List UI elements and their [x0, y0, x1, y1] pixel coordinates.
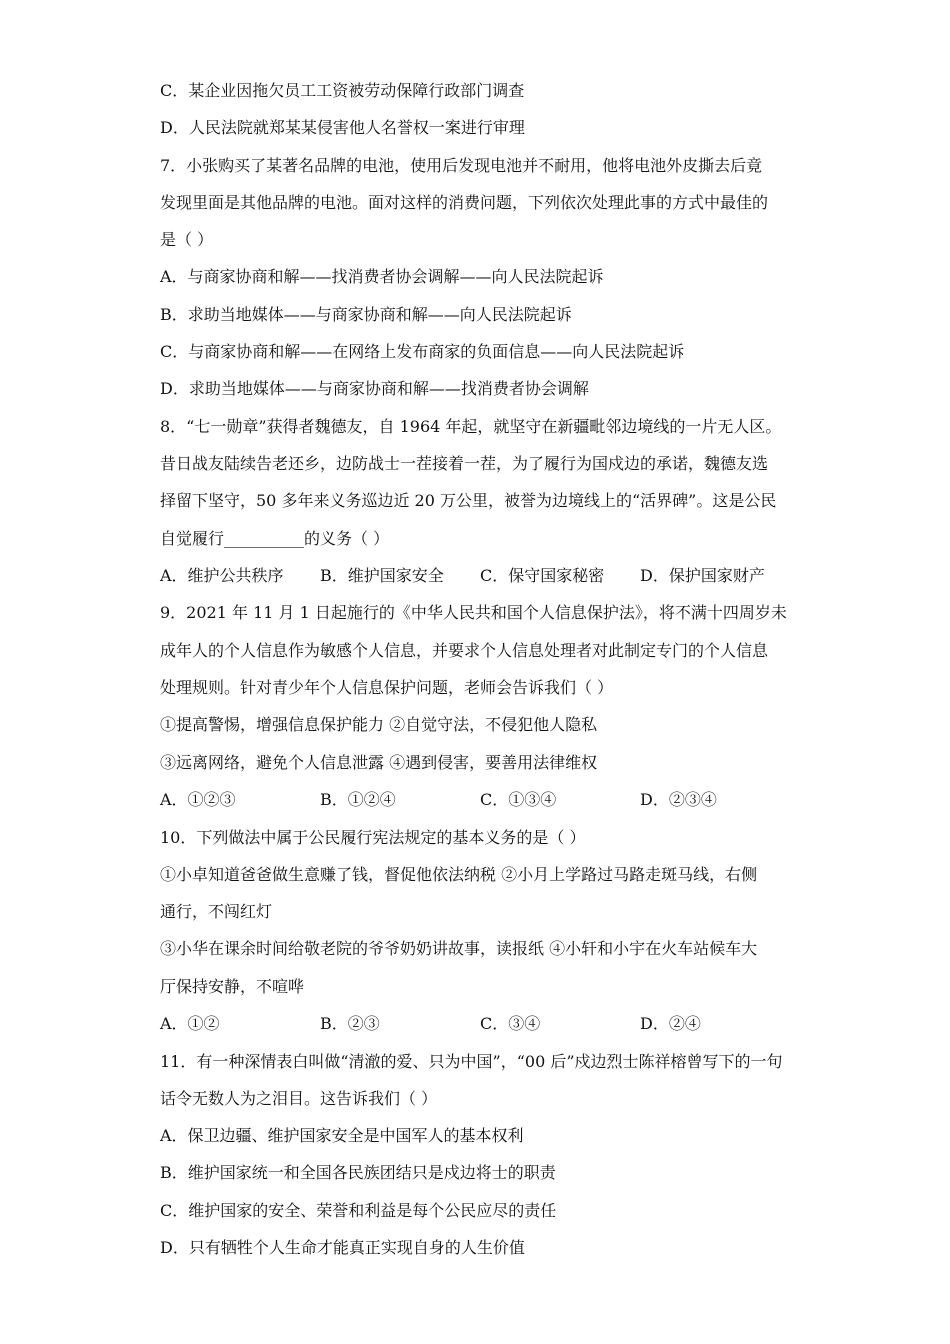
q9-stem-line-1: 9．2021 年 11 月 1 日起施行的《中华人民共和国个人信息保护法》，将不满十四周岁未 [160, 603, 787, 622]
q9-option-a: A．①②③ [160, 790, 236, 809]
q8-option-a: A．维护公共秩序 [160, 566, 284, 585]
q10-stem: 10．下列做法中属于公民履行宪法规定的基本义务的是（ ） [160, 828, 586, 847]
q10-option-b: B．②③ [320, 1014, 380, 1033]
q11-option-b: B．维护国家统一和全国各民族团结只是戍边将士的职责 [160, 1163, 556, 1182]
q10-statement-4-cont: 厅保持安静，不喧哗 [160, 977, 305, 996]
q9-options [160, 790, 800, 810]
q7-stem-line-1: 7．小张购买了某著名品牌的电池，使用后发现电池并不耐用，他将电池外皮撕去后竟 [160, 156, 763, 175]
q10-statement-2-cont: 通行，不闯红灯 [160, 902, 273, 921]
q11-option-a: A．保卫边疆、维护国家安全是中国军人的基本权利 [160, 1126, 524, 1145]
q11-option-d: D．只有牺牲个人生命才能真正实现自身的人生价值 [160, 1238, 525, 1257]
q8-stem-line-2: 昔日战友陆续告老还乡，边防战士一茬接着一茬，为了履行为国戍边的承诺，魏德友选 [160, 454, 769, 473]
q9-option-b: B．①②④ [320, 790, 396, 809]
q11-stem-line-1: 11．有一种深情表白叫做“清澈的爱、只为中国”，“00 后”戍边烈士陈祥榕曾写下的一句 [160, 1052, 783, 1071]
q9-stem-line-3: 处理规则。针对青少年个人信息保护问题，老师会告诉我们（ ） [160, 678, 614, 697]
q10-statements-3-4: ③小华在课余时间给敬老院的爷爷奶奶讲故事，读报纸 ④小轩和小宇在火车站候车大 [160, 939, 758, 958]
q7-option-a: A．与商家协商和解——找消费者协会调解——向人民法院起诉 [160, 267, 604, 286]
q6-option-d: D．人民法院就郑某某侵害他人名誉权一案进行审理 [160, 118, 525, 137]
q9-option-d: D．②③④ [640, 790, 717, 809]
q10-options [160, 1014, 800, 1034]
q8-option-d: D．保护国家财产 [640, 566, 765, 585]
q8-option-c: C．保守国家秘密 [480, 566, 605, 585]
q11-stem-line-2: 话令无数人为之泪目。这告诉我们（ ） [160, 1089, 438, 1108]
q8-stem-line-3: 择留下坚守，50 多年来义务巡边近 20 万公里，被誉为边境线上的“活界碑”。这是公民 [160, 491, 777, 510]
q10-option-d: D．②④ [640, 1014, 701, 1033]
q8-options [160, 566, 800, 586]
q6-option-c: C．某企业因拖欠员工工资被劳动保障行政部门调查 [160, 81, 525, 100]
q8-stem-line-4: 自觉履行__________的义务（ ） [160, 529, 390, 548]
q9-statements-1-2: ①提高警惕，增强信息保护能力 ②自觉守法，不侵犯他人隐私 [160, 715, 598, 734]
q8-option-b: B．维护国家安全 [320, 566, 444, 585]
q9-stem-line-2: 成年人的个人信息作为敏感个人信息，并要求个人信息处理者对此制定专门的个人信息 [160, 641, 769, 660]
q10-statements-1-2: ①小卓知道爸爸做生意赚了钱，督促他依法纳税 ②小月上学路过马路走斑马线，右侧 [160, 865, 758, 884]
q9-statements-3-4: ③远离网络，避免个人信息泄露 ④遇到侵害，要善用法律维权 [160, 753, 598, 772]
q7-option-d: D．求助当地媒体——与商家协商和解——找消费者协会调解 [160, 379, 589, 398]
q7-stem-line-3: 是（ ） [160, 230, 214, 249]
q7-option-c: C．与商家协商和解——在网络上发布商家的负面信息——向人民法院起诉 [160, 342, 685, 361]
q9-option-c: C．①③④ [480, 790, 557, 809]
q7-option-b: B．求助当地媒体——与商家协商和解——向人民法院起诉 [160, 305, 572, 324]
q10-option-a: A．①② [160, 1014, 220, 1033]
q8-stem-line-1: 8．“七一勋章”获得者魏德友，自 1964 年起，就坚守在新疆毗邻边境线的一片无人区。 [160, 417, 782, 436]
q10-option-c: C．③④ [480, 1014, 541, 1033]
q11-option-c: C．维护国家的安全、荣誉和利益是每个公民应尽的责任 [160, 1201, 557, 1220]
q7-stem-line-2: 发现里面是其他品牌的电池。面对这样的消费问题，下列依次处理此事的方式中最佳的 [160, 193, 769, 212]
